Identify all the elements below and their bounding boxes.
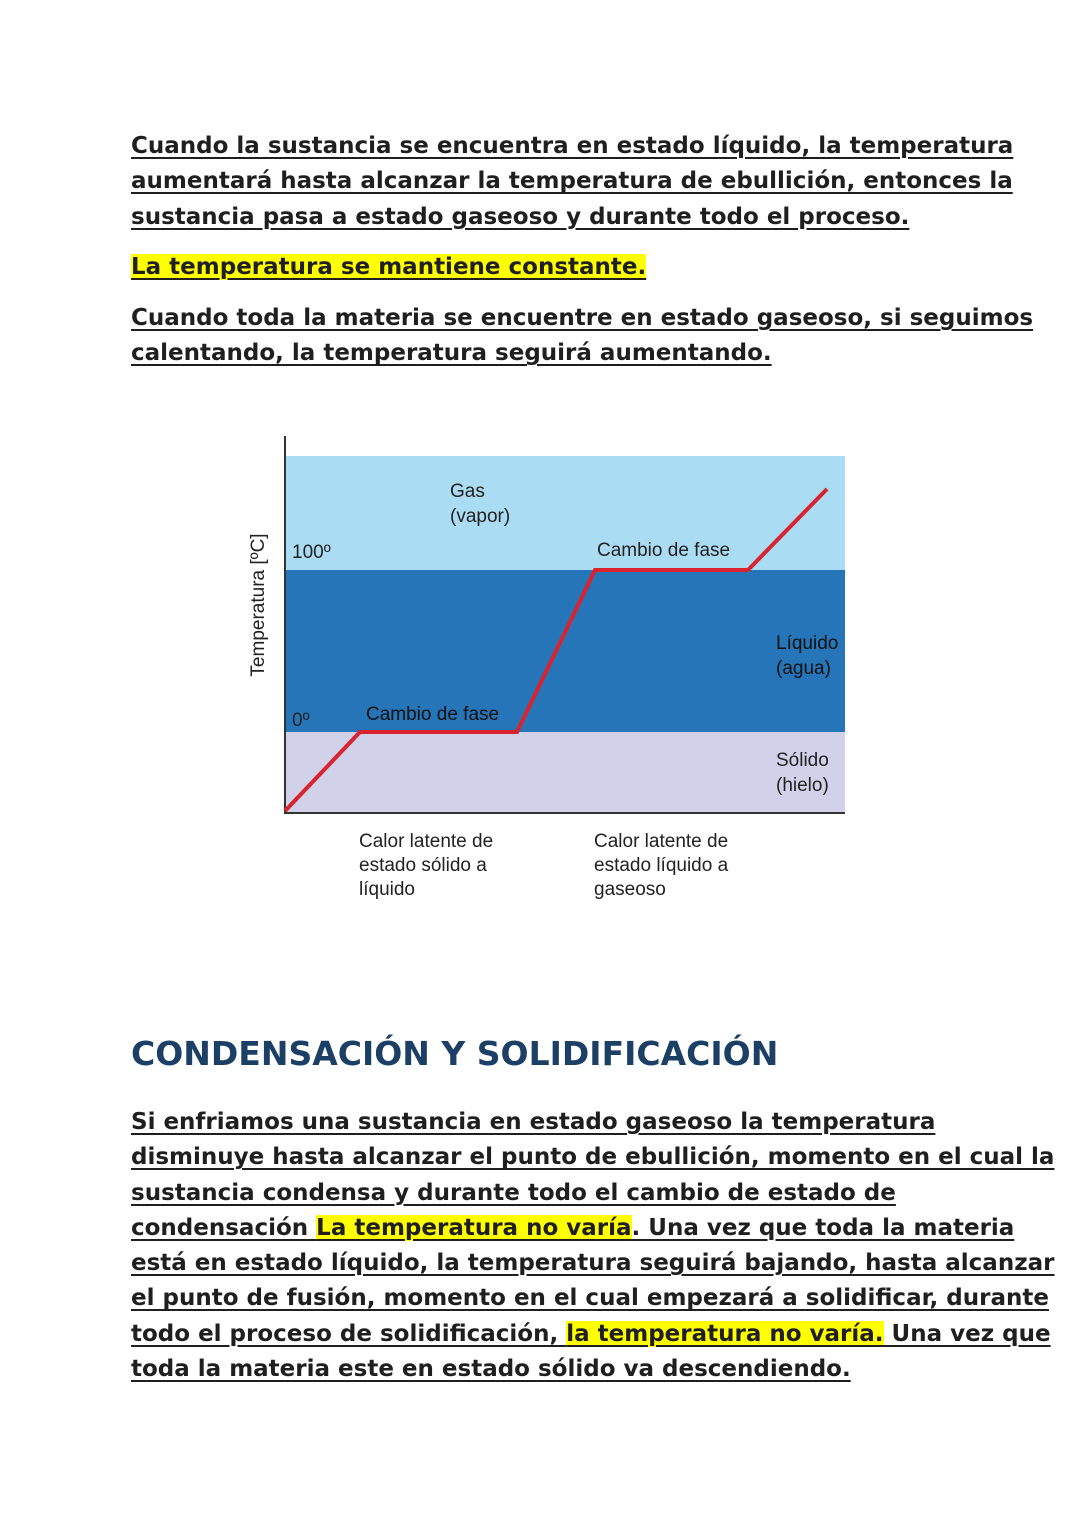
paragraph-gas-heating: [131, 301, 1034, 372]
paragraph-line: está en estado líquido, la temperatura seguirá bajando, hasta alcanzar: [131, 1250, 1055, 1277]
gas-region: [285, 456, 845, 570]
latent-heat-label-liquid-gas: [594, 831, 733, 900]
paragraph-line: [131, 1211, 1015, 1246]
phase-change-label-top: Cambio de fase: [597, 540, 731, 561]
paragraph-line: sustancia condensa y durante todo el cambio de estado de: [131, 1179, 896, 1206]
paragraph-line: Si enfriamos una sustancia en estado gaseoso la temperatura: [131, 1109, 936, 1135]
highlighted-sentence: [131, 250, 951, 285]
text-run: todo el proceso de solidificación,: [131, 1320, 567, 1347]
gas-label-line: (vapor): [450, 506, 511, 527]
latent-heat-line: líquido: [359, 879, 415, 900]
paragraph-line: disminuye hasta alcanzar el punto de ebullición, momento en el cual la: [131, 1144, 1055, 1171]
tick-label-100: 100º: [292, 542, 331, 563]
highlight-no-change: La temperatura no varía: [316, 1214, 632, 1241]
latent-heat-line: gaseoso: [594, 879, 666, 900]
tick-label-0: 0º: [292, 710, 310, 731]
latent-heat-label-solid-liquid: [359, 831, 498, 900]
text-run: . Una vez que toda la materia: [631, 1214, 1015, 1241]
paragraph-line: el punto de fusión, momento en el cual empezará a solidificar, durante: [131, 1285, 1049, 1312]
paragraph-line: toda la materia este en estado sólido va descendiendo.: [131, 1356, 851, 1383]
paragraph-line: calentando, la temperatura seguirá aumentando.: [131, 340, 772, 367]
paragraph-condensation: [131, 1105, 1055, 1387]
gas-label-line: Gas: [450, 481, 485, 502]
latent-heat-line: Calor latente de: [594, 831, 729, 852]
highlight-constant-temperature: La temperatura se mantiene constante.: [131, 254, 647, 280]
latent-heat-line: estado líquido a: [594, 855, 729, 876]
y-axis-label: Temperatura [ºC]: [248, 533, 269, 677]
solid-region: [285, 732, 845, 812]
paragraph-line: [131, 1317, 1051, 1352]
text-run: Una vez que: [883, 1320, 1051, 1347]
text-run: condensación: [131, 1214, 317, 1241]
latent-heat-line: Calor latente de: [359, 831, 494, 852]
heating-curve-diagram: [240, 430, 860, 910]
paragraph-line: Cuando la sustancia se encuentra en estado líquido, la temperatura: [131, 133, 1014, 159]
liquid-label-line: Líquido: [776, 633, 839, 654]
paragraph-line: sustancia pasa a estado gaseoso y durante todo el proceso.: [131, 203, 910, 230]
latent-heat-line: estado sólido a: [359, 855, 487, 876]
solid-label-line: (hielo): [776, 775, 829, 796]
highlight-no-change: la temperatura no varía.: [566, 1320, 884, 1347]
paragraph-line: aumentará hasta alcanzar la temperatura de ebullición, entonces la: [131, 168, 1013, 195]
liquid-label-line: (agua): [776, 658, 831, 679]
paragraph-line: Cuando toda la materia se encuentre en estado gaseoso, si seguimos: [131, 305, 1034, 331]
solid-label-line: Sólido: [776, 750, 829, 771]
paragraph-liquid-heating: [131, 129, 1014, 235]
section-heading: CONDENSACIÓN Y SOLIDIFICACIÓN: [131, 1034, 779, 1073]
phase-change-label-bottom: Cambio de fase: [366, 704, 500, 725]
